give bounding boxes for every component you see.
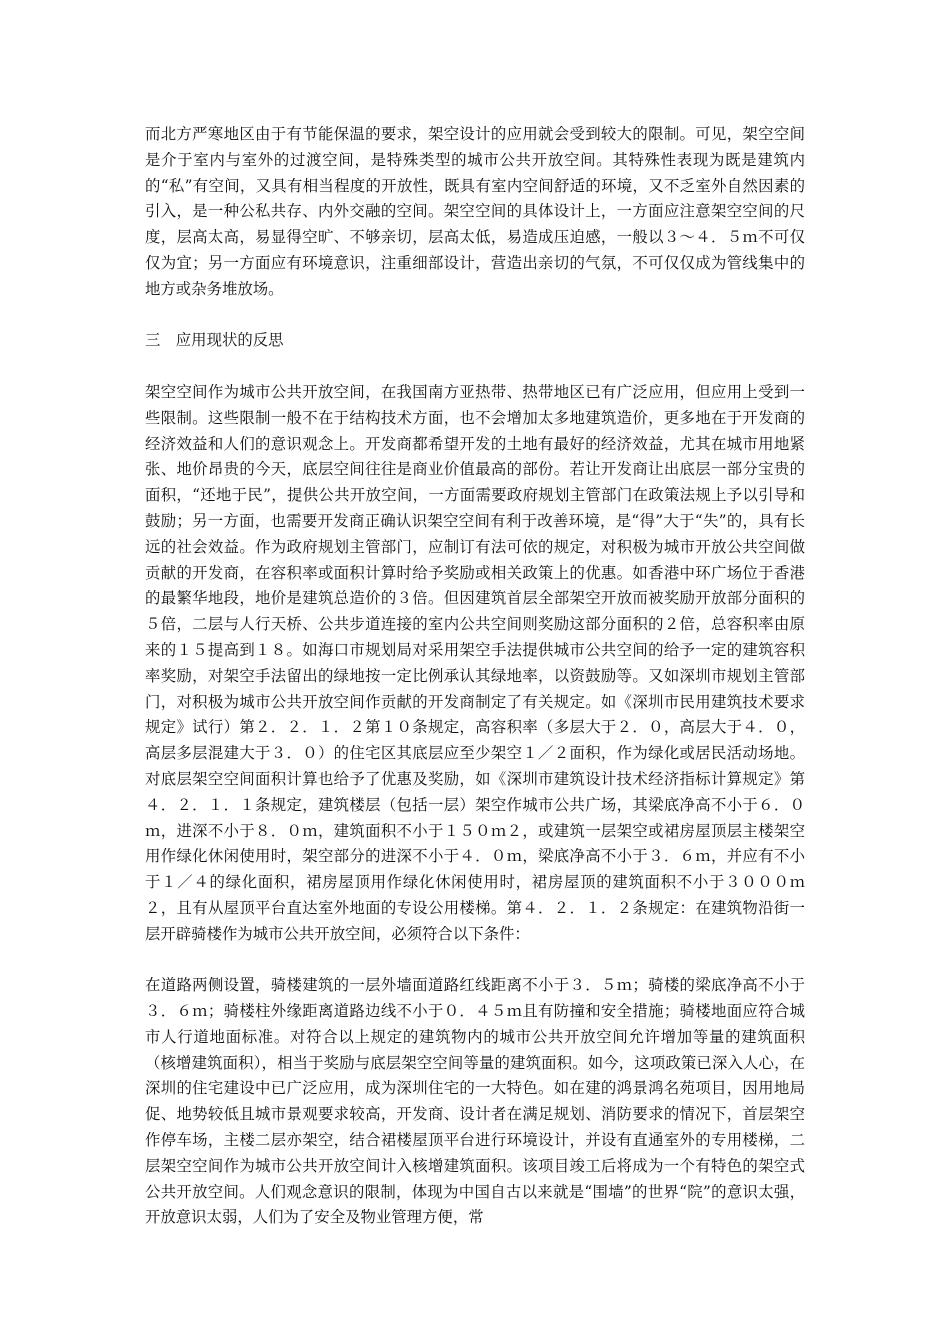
paragraph-1: 而北方严寒地区由于有节能保温的要求，架空设计的应用就会受到较大的限制。可见，架空空间是介于室内与室外的过渡空间，是特殊类型的城市公共开放空间。其特殊性表现为既是建筑内的“私”有空间，又具有相当程度的开放性，既具有室内空间舒适的环境，又不乏室外自然因素的引入，是一种公私共存、内外交融的空间。架空空间的具体设计上，一方面应注意架空空间的尺度，层高太高，易显得空旷、不够亲切，层高太低，易造成压迫感，一般以３～４．５ｍ不可仅仅为宜；另一方面应有环境意识，注重细部设计，营造出亲切的气氛，不可仅仅成为管线集中的地方或杂务堆放场。 — [145, 125, 805, 298]
paragraph-3: 在道路两侧设置，骑楼建筑的一层外墙面道路红线距离不小于３．５ｍ；骑楼的梁底净高不小于３．６ｍ；骑楼柱外缘距离道路边线不小于０．４５ｍ且有防撞和安全措施；骑楼地面应符合城市人行道地面标准。对符合以上规定的建筑物内的城市公共开放空间允许增加等量的建筑面积（核增建筑面积），相当于奖励与底层架空空间等量的建筑面积。如今，这项政策已深入人心，在深圳的住宅建设中已广泛应用，成为深圳住宅的一大特色。如在建的鸿景鸿名苑项目，因用地局促、地势较低且城市景观要求较高，开发商、设计者在满足规划、消防要求的情况下，首层架空作停车场，主楼二层亦架空，结合裙楼屋顶平台进行环境设计，并设有直通室外的专用楼梯，二层架空空间作为城市公共开放空间计入核增建筑面积。该项目竣工后将成为一个有特色的架空式公共开放空间。人们观念意识的限制，体现为中国自古以来就是“围墙”的世界“院”的意识太强，开放意识太弱，人们为了安全及物业管理方便，常 — [145, 976, 805, 1227]
paragraph-2: 架空空间作为城市公共开放空间，在我国南方亚热带、热带地区已有广泛应用，但应用上受到一些限制。这些限制一般不在于结构技术方面，也不会增加太多地建筑造价，更多地在于开发商的经济效益和人们的意识观念上。开发商都希望开发的土地有最好的经济效益，尤其在城市用地紧张、地价昂贵的今天，底层空间往往是商业价值最高的部份。若让开发商让出底层一部分宝贵的面积，“还地于民”，提供公共开放空间，一方面需要政府规划主管部门在政策法规上予以引导和鼓励；另一方面，也需要开发商正确认识架空空间有利于改善环境，是“得”大于“失”的，具有长远的社会效益。作为政府规划主管部门，应制订有法可依的规定，对积极为城市开放公共空间做贡献的开发商，在容积率或面积计算时给予奖励或相关政策上的优惠。如香港中环广场位于香港的最繁华地段，地价是建筑总造价的３倍。但因建筑首层全部架空开放而被奖励开放部分面积的５倍，二层与人行天桥、公共步道连接的室内公共空间则奖励这部分面积的２倍，总容积率由原来的１５提高到１８。如海口市规划局对采用架空手法提供城市公共空间的给予一定的建筑容积率奖励，对架空手法留出的绿地按一定比例承认其绿地率，以资鼓励等。又如深圳市规划主管部门，对积极为城市公共开放空间作贡献的开发商制定了有关规定。如《深圳市民用建筑技术要求规定》试行）第２．２．１．２第１０条规定，高容积率（多层大于２．０，高层大于４．０，高层多层混建大于３．０）的住宅区其底层应至少架空１／２面积，作为绿化或居民活动场地。对底层架空空间面积计算也给予了优惠及奖励，如《深圳市建筑设计技术经济指标计算规定》第４．２．１．１条规定，建筑楼层（包括一层）架空作城市公共广场，其梁底净高不小于６．０ｍ，进深不小于８．０ｍ，建筑面积不小于１５０ｍ２，或建筑一层架空或裙房屋顶层主楼架空 用作绿化休闲使用时，架空部分的进深不小于４．０ｍ，梁底净高不小于３．６ｍ，并应有不小于１／４的绿化面积，裙房屋顶用作绿化休闲使用时，裙房屋顶的建筑面积不小于３０００ｍ２，且有从屋顶平台直达室外地面的专设公用楼梯。第４．２．１．２条规定：在建筑物沿街一层开辟骑楼作为城市公共开放空间，必须符合以下条件： — [145, 382, 821, 943]
section-heading: 三 应用现状的反思 — [145, 331, 284, 350]
document-page — [145, 122, 821, 1231]
